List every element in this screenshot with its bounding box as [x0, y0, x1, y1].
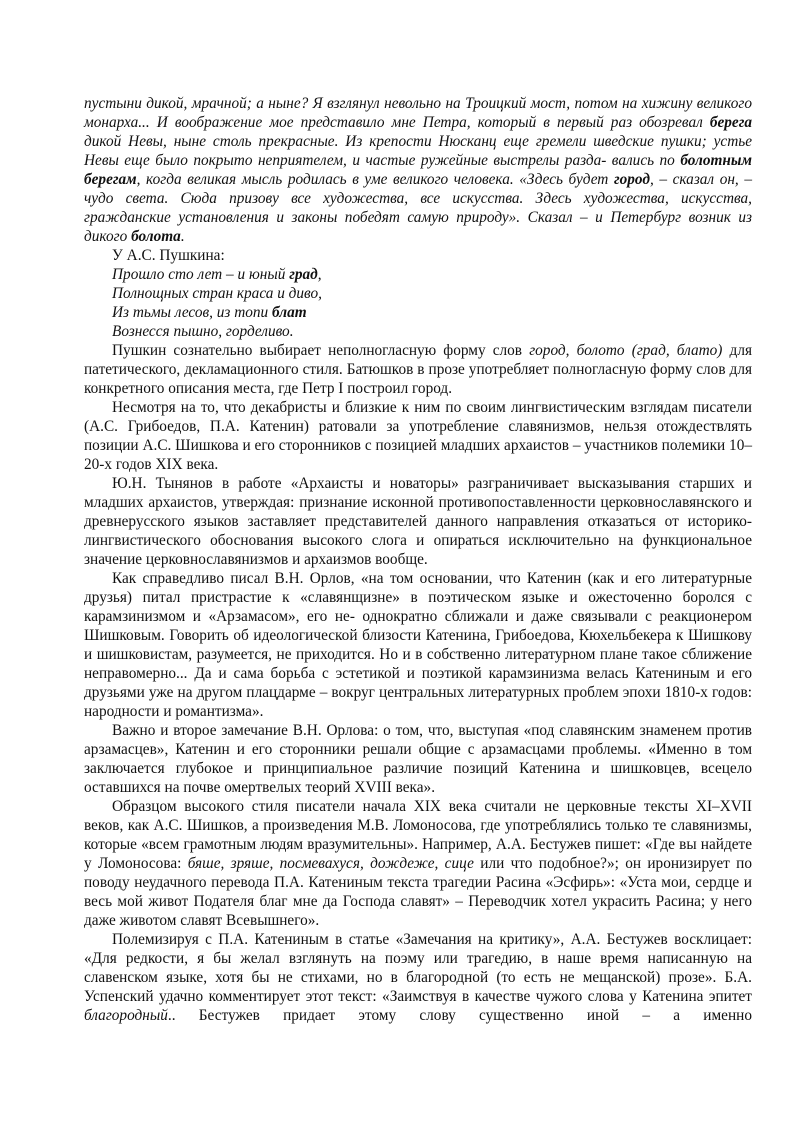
quote-bold-run: берега [709, 114, 752, 131]
paragraph-high-style: Образцом высокого стиля писатели начала XIX века считали не церковные тексты XI–XVII веков, как А.С. Шишков, а произведения М.В. Ломоносова, где употреблялись только те славянизмы, которые «всем грамотным людям вразумительны». Например, А.А. Бестужев пишет: «Где вы найдете у Ломоносова: бяше, зряше, посмевахуся, дождеже, сице или что подобное?»; он иронизирует по поводу неудачного перевода П.А. Катениным текста трагедии Расина «Эсфирь»: «Уста мои, сердце и весь мой живот Подателя благ мне да Господа славят» – Переводчик хотел украсить Расина; у него даже животом славят Всевышнего». [84, 798, 752, 929]
paragraph-tynyanov: Ю.Н. Тынянов в работе «Архаисты и новаторы» разграничивает высказывания старших и младших архаистов, утверждая: признание исконной противопоставленности церковнославянского и древнерусского языков заставляет представителей данного направления отказаться от историко-лингвистического обоснования высокого слога и опираться исключительно на функциональное значение церковнославянизмов и архаизмов вообще. [84, 475, 752, 568]
quote-run: , – сказал он, – чудо света. Сюда призову все художества, все искусства. Здесь художества, искусства, гражданские установления и законы победят самую природу». Сказал – и Петербург возник из дикого [84, 171, 752, 245]
pushkin-poem [84, 265, 752, 341]
quote-run: , когда великая мысль родилась в уме великого человека. «Здесь будет [136, 171, 614, 188]
paragraph-orlov-quote: Как справедливо писал В.Н. Орлов, «на том основании, что Катенин (как и его литературные друзья) питал пристрастие к «славянщизне» в поэтическом языке и ожесточенно боролся с карамзинизмом и «Арзамасом», его не- однократно сближали и даже связывали с реакционером Шишковым. Говорить об идеологической близости Катенина, Грибоедова, Кюхельбекера к Шишкову и шишковистам, разумеется, не приходится. Но и в собственно литературном плане такое сближение неправомерно... Да и сама борьба с эстетикой и поэтикой карамзинизма велась Катениным и его друзьями уже на другом плацдарме – вокруг центральных литературных проблем эпохи 1810-х годов: народности и романтизма». [84, 570, 752, 720]
pushkin-intro: У А.С. Пушкина: [112, 247, 225, 264]
poem-line-3: Из тьмы лесов, из топи блат [112, 304, 307, 321]
paragraph-pushkin-forms: Пушкин сознательно выбирает неполногласную форму слов город, болото (град, блато) для патетического, декламационного стиля. Батюшков в прозе употребляет полногласную форму слов для конкретного описания места, где Петр I построил город. [84, 342, 753, 397]
quote-bold-run: город [613, 171, 650, 188]
paragraph-bestuzhev: Полемизируя с П.А. Катениным в статье «Замечания на критику», А.А. Бестужев восклицает: «Для редкости, я бы желал взглянуть на поэму или трагедию, в наше время написанную на славенском языке, хотя бы не стихами, но в благородной (то есть не мещанской) прозе». Б.А. Успенский удачно комментирует этот текст: «Заимствуя в качестве чужого слова у Катенина эпитет благородный.. Бестужев придает этому слову существенно иной – а именно [84, 931, 752, 1024]
poem-line-1: Прошло сто лет – и юный град, [112, 266, 322, 283]
quote-bold-run: болотным берегам [84, 152, 752, 188]
quote-bold-run: болота [131, 228, 181, 245]
poem-line-2: Полнощных стран краса и диво, [112, 285, 322, 302]
quote-run: дикой Невы, ныне столь прекрасные. Из крепости Нюсканц еще гремели шведские пушки; устье Невы еще было покрыто неприятелем, и частые ружейные выстрелы разда- вались по [84, 133, 752, 169]
quote-run: . [180, 228, 185, 245]
paragraph-decembrists: Несмотря на то, что декабристы и близкие к ним по своим лингвистическим взглядам писатели (А.С. Грибоедов, П.А. Катенин) ратовали за употребление славянизмов, нельзя отождествлять позиции А.С. Шишкова и его сторонников с позицией младших архаистов – участников полемики 10–20-х годов XIX века. [84, 399, 752, 473]
quote-run: пустыни дикой, мрачной; а ныне? Я взглянул невольно на Троицкий мост, потом на хижину великого монарха... И воображение мое представило мне Петра, который в первый раз обозревал [84, 95, 752, 131]
poem-line-4: Вознесся пышно, горделиво. [112, 323, 294, 340]
paragraph-orlov-second: Важно и второе замечание В.Н. Орлова: о том, что, выступая «под славянским знаменем против арзамасцев», Катенин и его сторонники решали общие с арзамасцами проблемы. «Именно в том заключается глубокое и принципиальное различие позиций Катенина и шишковцев, всецело оставшихся на почве омертвелых теорий XVIII века». [84, 722, 752, 796]
batyushkov-quote [84, 94, 752, 246]
